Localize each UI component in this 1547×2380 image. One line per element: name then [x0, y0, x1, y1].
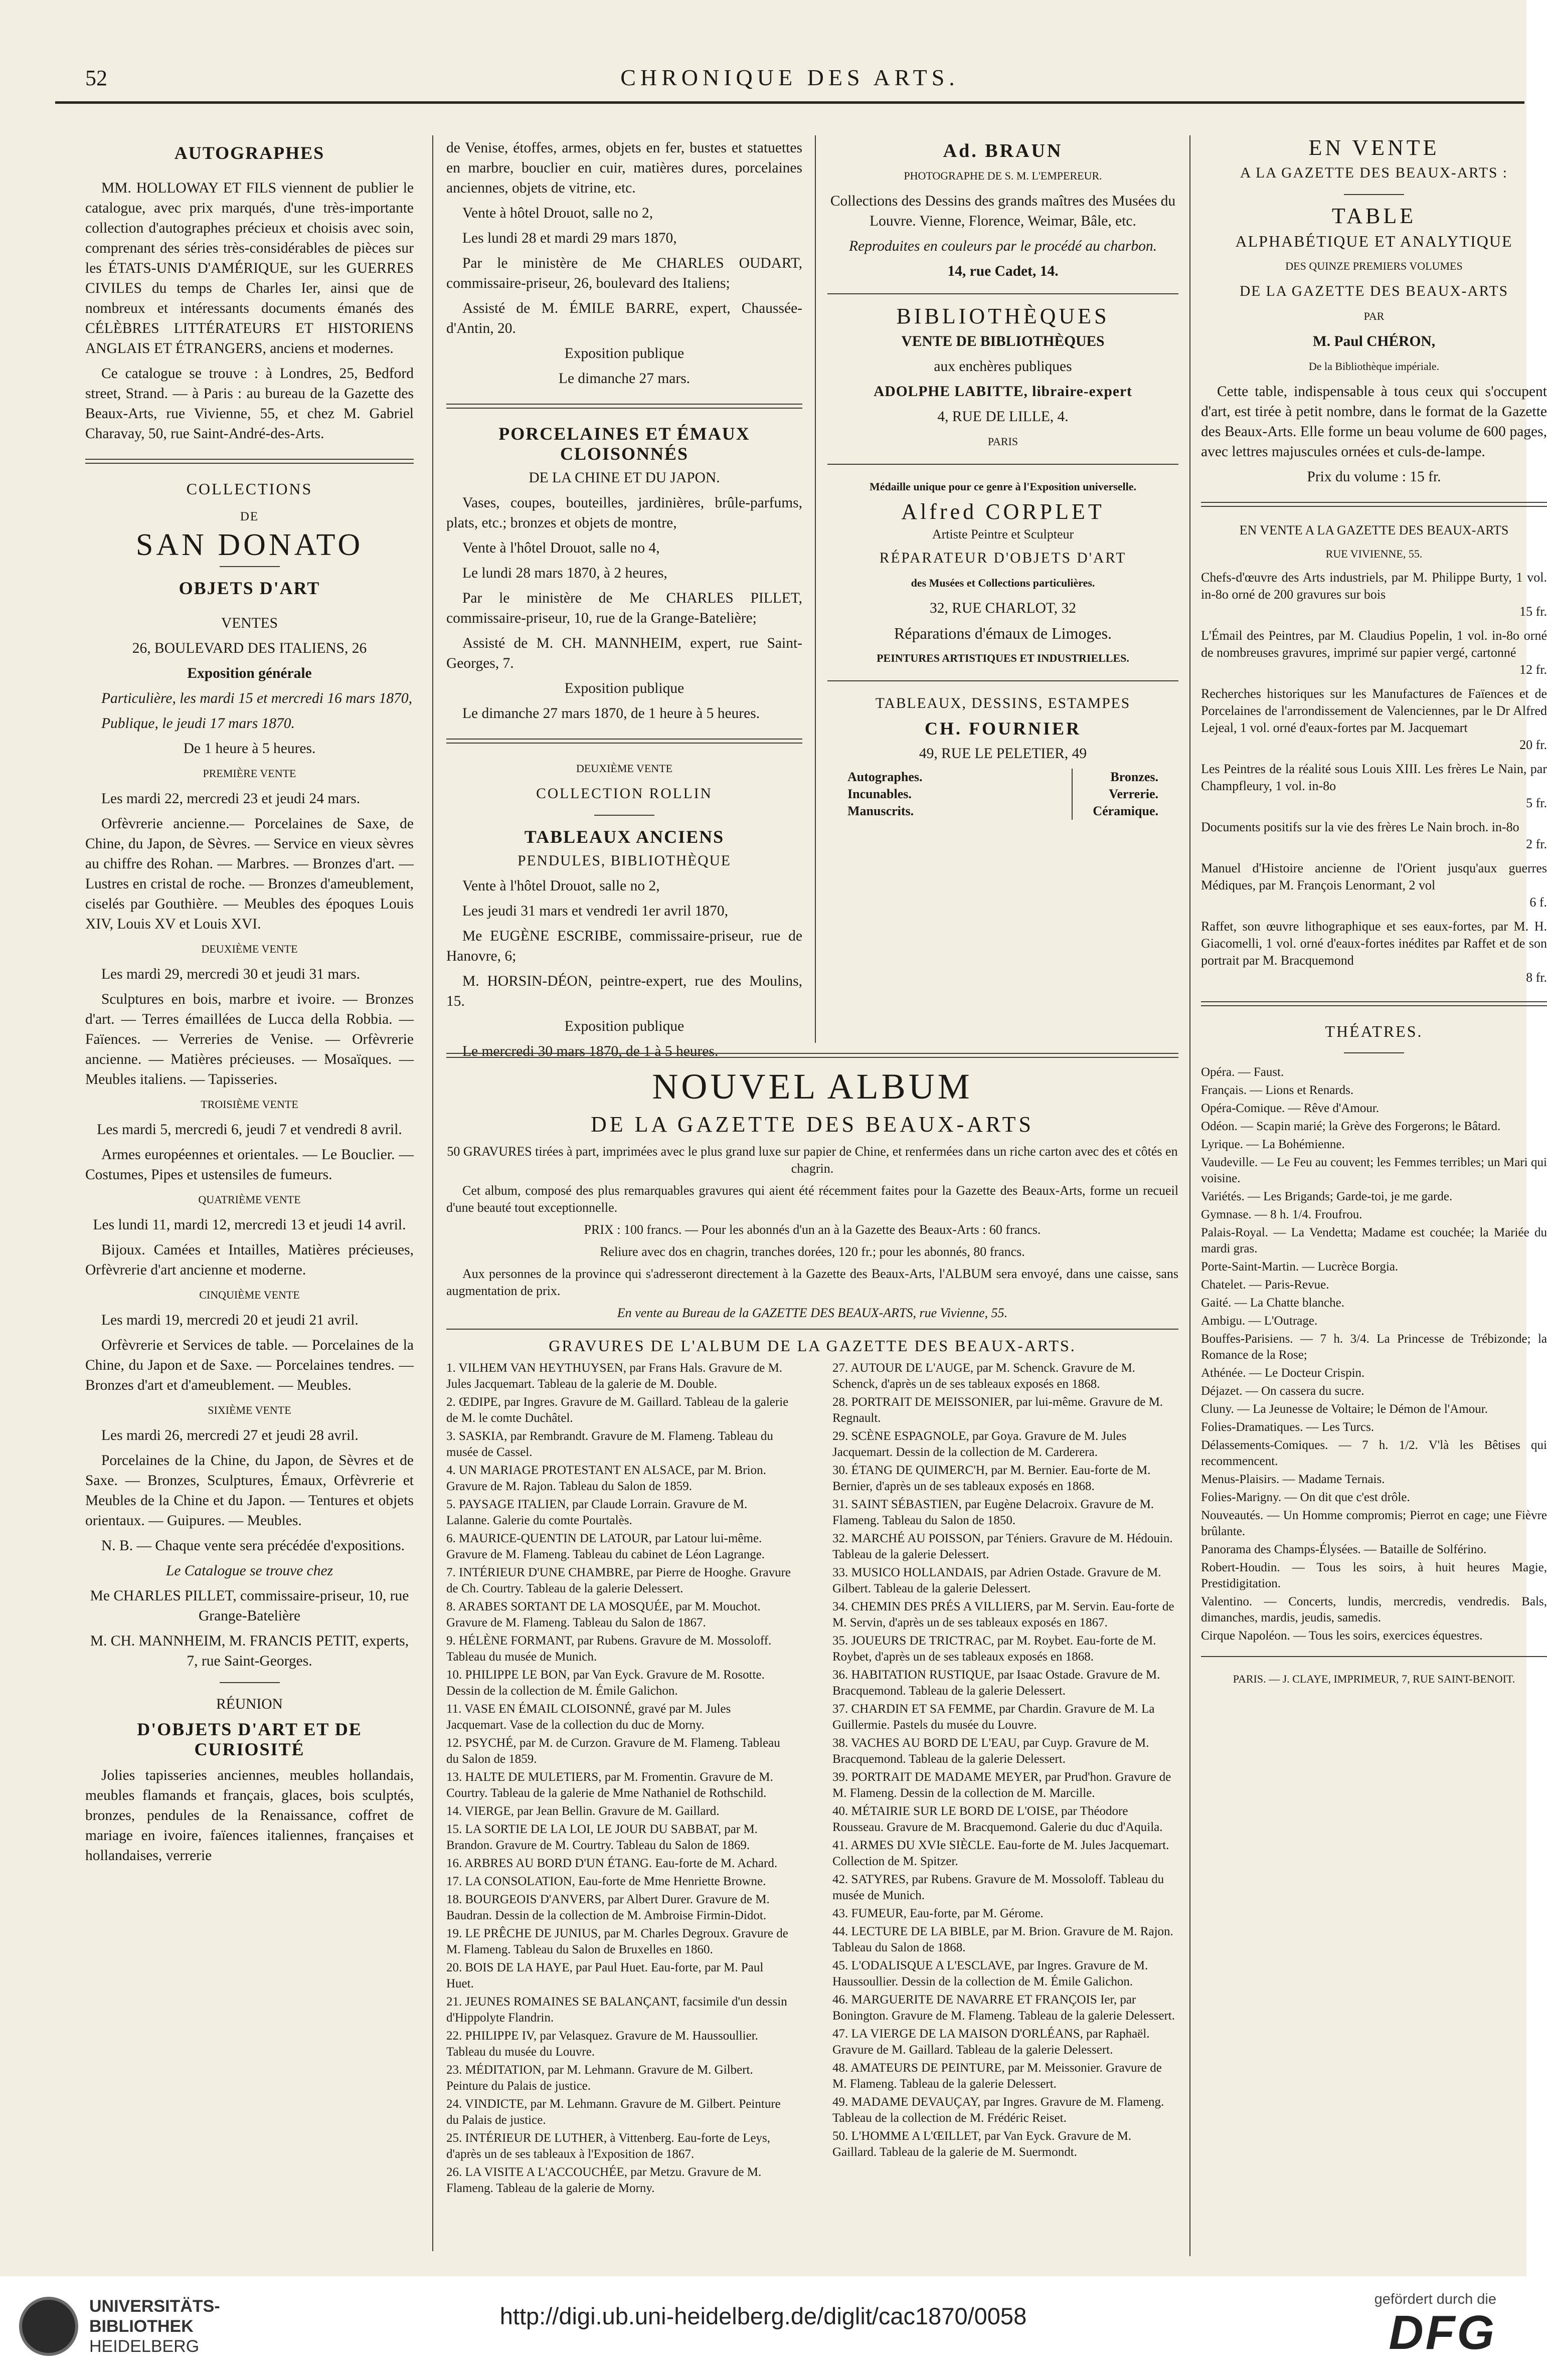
sale-contents: Sculptures en bois, marbre et ivoire. — Bronzes d'art. — Terres émaillées de Lucca della Robbia. — Faïences. — Verreries de Venise. — Orfèvrerie ancienne. — Matières précieuses. — Mosaïques. — Meubles italiens. — Tapisseries. [85, 991, 414, 1087]
heading: THÉATRES. [1325, 1022, 1423, 1040]
engraving-entry: 37. CHARDIN ET SA FEMME, par Chardin. Gravure de M. La Guillermie. Pastels du musée du Louvre. [832, 1702, 1155, 1732]
permalink[interactable]: http://digi.ub.uni-heidelberg.de/diglit/cac1870/0058 [499, 2303, 1027, 2329]
text-line: PEINTURES ARTISTIQUES ET INDUSTRIELLES. [877, 652, 1129, 664]
book-price: 12 fr. [1519, 662, 1547, 677]
goods-left [847, 769, 923, 820]
goods-list [827, 769, 1178, 820]
funder-logo[interactable] [1374, 2291, 1496, 2358]
paragraph: Vases, coupes, bouteilles, jardinières, brûle-parfums, plats, etc.; bronzes et objets de montre, [446, 495, 802, 531]
paragraph: Ce catalogue se trouve : à Londres, 25, Bedford street, Strand. — à Paris : au bureau de la Gazette des Beaux-Arts, rue Vivienne, 55, et chez M. Gabriel Charavay, 50, rue Saint-André-des-Arts. [85, 365, 414, 442]
sale-title: SIXIÈME VENTE [208, 1404, 291, 1416]
text-line: Le dimanche 27 mars. [558, 371, 691, 387]
theatre-entry: Gymnase. — 8 h. 1/4. Froufrou. [1201, 1208, 1362, 1221]
book-price: 5 fr. [1526, 796, 1547, 810]
engraving-entry: 8. ARABES SORTANT DE LA MOSQUÉE, par M. Mouchot. Gravure de M. Flameng. Tableau du Salon de 1867. [446, 1600, 761, 1629]
book-entry [1201, 819, 1547, 853]
theatre-entry: Délassements-Comiques. — 7 h. 1/2. V'là les Bêtises qui recommencent. [1201, 1438, 1547, 1468]
heading: Exposition générale [187, 665, 312, 681]
engraving-entry: 24. VINDICTE, par M. Lehmann. Gravure de M. Gilbert. Peinture du Palais de justice. [446, 2097, 781, 2127]
engraving-entry: 14. VIERGE, par Jean Bellin. Gravure de M. Gaillard. [446, 1804, 720, 1818]
album-subtitle: DE LA GAZETTE DES BEAUX-ARTS [591, 1112, 1034, 1137]
text-line: M. HORSIN-DÉON, peintre-expert, rue des Moulins, 15. [446, 973, 802, 1009]
goods-item: Bronzes. [1110, 770, 1158, 784]
theatre-entry: Lyrique. — La Bohémienne. [1201, 1138, 1345, 1151]
engraving-entry: 19. LE PRÊCHE DE JUNIUS, par M. Charles Degroux. Gravure de M. Flameng. Tableau du Salon de Bruxelles en 1860. [446, 1927, 788, 1956]
engraving-entry: 10. PHILIPPE LE BON, par Van Eyck. Gravure de M. Rosotte. Dessin de la collection de M. Émile Galichon. [446, 1668, 765, 1698]
theatre-entry: Valentino. — Concerts, lundis, mercredis, vendredis. Bals, dimanches, mardis, jeudis, samedis. [1201, 1595, 1547, 1624]
theatre-entry: Palais-Royal. — La Vendetta; Madame est couchée; la Mariée du mardi gras. [1201, 1226, 1547, 1255]
theatre-entry: Ambigu. — L'Outrage. [1201, 1314, 1318, 1328]
address-line: 49, RUE LE PELETIER, 49 [919, 746, 1087, 762]
paragraph: MM. HOLLOWAY ET FILS viennent de publier le catalogue, avec prix marqués, d'une très-importante collection d'autographes précieux et choisis avec soin, comprenant des séries très-considérables de pièces sur les ÉTATS-UNIS D'AMÉRIQUE, sur les GUERRES CIVILES du temps de Charles Ier, ainsi que de nombreux et intéressants documents émanés des CÉLÈBRES LITTÉRATEURS ET HISTORIENS ANGLAIS ET ÉTRANGERS, anciens et modernes. [85, 180, 414, 356]
advertiser-name: ADOLPHE LABITTE, libraire-expert [874, 384, 1132, 400]
sale-contents: Bijoux. Camées et Intailles, Matières précieuses, Orfèvrerie d'art ancienne et moderne. [85, 1242, 414, 1278]
sale-title: TROISIÈME VENTE [201, 1098, 298, 1111]
engraving-entry: 31. SAINT SÉBASTIEN, par Eugène Delacroix. Gravure de M. Flameng. Tableau du Salon de 1850. [832, 1498, 1154, 1527]
engraving-entry: 46. MARGUERITE DE NAVARRE ET FRANÇOIS Ier, par Bonington. Gravure de M. Flameng. Tableau de la galerie Delessert. [832, 1993, 1175, 2023]
sale-title: QUATRIÈME VENTE [198, 1193, 301, 1206]
short-rule [1344, 194, 1404, 195]
heading: DE [240, 510, 259, 523]
theatre-entry: Bouffes-Parisiens. — 7 h. 3/4. La Princesse de Trébizonde; la Romance de la Rose; [1201, 1332, 1547, 1362]
advertiser-name: Alfred CORPLET [901, 499, 1105, 524]
theatre-entry: Porte-Saint-Martin. — Lucrèce Borgia. [1201, 1260, 1399, 1273]
theatre-entry: Panorama des Champs-Élysées. — Bataille de Solférino. [1201, 1543, 1487, 1556]
engraving-entry: 2. ŒDIPE, par Ingres. Gravure de M. Gaillard. Tableau de la galerie de M. le comte Duchâtel. [446, 1395, 789, 1425]
theatre-entry: Cirque Napoléon. — Tous les soirs, exercices équestres. [1201, 1629, 1483, 1642]
theatre-entry: Déjazet. — On cassera du sucre. [1201, 1384, 1364, 1398]
engraving-entry: 27. AUTOUR DE L'AUGE, par M. Schenck. Gravure de M. Schenck, d'après un de ses tableaux exposés en 1868. [832, 1361, 1135, 1391]
double-rule [446, 1053, 1178, 1058]
library-name-line: UNIVERSITÄTS- [89, 2297, 220, 2316]
book-entry [1201, 627, 1547, 678]
column-ventes [446, 138, 802, 1066]
address-line: M. CH. MANNHEIM, M. FRANCIS PETIT, experts, 7, rue Saint-Georges. [90, 1633, 409, 1669]
text-line: Vente à l'hôtel Drouot, salle no 4, [462, 540, 660, 556]
san-donato-title: SAN DONATO [135, 528, 364, 562]
sale-title: CINQUIÈME VENTE [199, 1289, 300, 1301]
engraving-entry: 11. VASE EN ÉMAIL CLOISONNÉ, gravé par M. Jules Jacquemart. Vase de la collection du duc de Morny. [446, 1702, 731, 1732]
engraving-entry: 18. BOURGEOIS D'ANVERS, par Albert Durer. Gravure de M. Baudran. Dessin de la collection de M. Ambroise Firmin-Didot. [446, 1893, 770, 1922]
sale-dates: Les lundi 11, mardi 12, mercredi 13 et jeudi 14 avril. [93, 1217, 406, 1233]
column-annonces [827, 138, 1178, 820]
theatre-entry: Opéra-Comique. — Rêve d'Amour. [1201, 1102, 1380, 1115]
text-line: Exposition publique [564, 1018, 684, 1034]
double-rule [446, 739, 802, 744]
sale-dates: Les mardi 19, mercredi 20 et jeudi 21 avril. [101, 1312, 359, 1328]
paragraph: Cet album, composé des plus remarquables gravures qui aient été récemment faites pour la Gazette des Beaux-Arts, forme un recueil d'une beauté tout exceptionnelle. [446, 1183, 1178, 1215]
text-line: PHOTOGRAPHE DE S. M. L'EMPEREUR. [904, 169, 1102, 182]
theatre-entry: Nouveautés. — Un Homme compromis; Pierrot en cage; une Fièvre brûlante. [1201, 1509, 1547, 1538]
text-line: Collections des Dessins des grands maîtres des Musées du Louvre. Vienne, Florence, Weimar, Bâle, etc. [830, 193, 1176, 229]
text-line: De la Bibliothèque impériale. [1308, 360, 1440, 373]
theatre-entry: Folies-Dramatiques. — Les Turcs. [1201, 1420, 1374, 1434]
engraving-entry: 45. L'ODALISQUE A L'ESCLAVE, par Ingres. Gravure de M. Haussoullier. Dessin de la collection de M. Émile Galichon. [832, 1959, 1148, 1988]
paragraph: 50 GRAVURES tirées à part, imprimées avec le plus grand luxe sur papier de Chine, et renfermées dans un riche carton avec des et côtés en chagrin. [447, 1144, 1178, 1176]
sale-contents: Armes européennes et orientales. — Le Bouclier. — Costumes, Pipes et ustensiles de fumeurs. [85, 1147, 414, 1183]
heading: TABLE [1331, 204, 1417, 228]
album-title: NOUVEL ALBUM [652, 1066, 973, 1107]
text-line: Les jeudi 31 mars et vendredi 1er avril 1870, [462, 903, 729, 919]
heading: COLLECTION ROLLIN [536, 786, 713, 802]
engraving-entry: 39. PORTRAIT DE MADAME MEYER, par Prud'hon. Gravure de M. Flameng. Dessin de la collection de M. Marcille. [832, 1770, 1171, 1800]
engraving-entry: 41. ARMES DU XVIe SIÈCLE. Eau-forte de M. Jules Jacquemart. Collection de M. Spitzer. [832, 1839, 1169, 1868]
engraving-entry: 21. JEUNES ROMAINES SE BALANÇANT, facsimile d'un dessin d'Hippolyte Flandrin. [446, 1995, 787, 2025]
engraving-entry: 29. SCÈNE ESPAGNOLE, par Goya. Gravure de M. Jules Jacquemart. Dessin de la collection de M. Carderera. [832, 1429, 1127, 1459]
book-title: L'Émail des Peintres, par M. Claudius Popelin, 1 vol. in-8o orné de nombreuses gravures, imprimé sur papier vergé, cartonné [1201, 628, 1547, 660]
heading: EN VENTE [1308, 135, 1440, 160]
advertiser-name: Ad. BRAUN [943, 140, 1063, 161]
author-name: M. Paul CHÉRON, [1312, 333, 1436, 349]
engraving-entry: 23. MÉDITATION, par M. Lehmann. Gravure de M. Gilbert. Peinture du Palais de justice. [446, 2063, 753, 2093]
text-line: VENTES [221, 615, 278, 631]
address-line: 4, RUE DE LILLE, 4. [937, 409, 1069, 425]
text-line: Particulière, les mardi 15 et mercredi 16 mars 1870, [101, 690, 412, 706]
engraving-entry: 36. HABITATION RUSTIQUE, par Isaac Ostade. Gravure de M. Bracquemond. Tableau de la galerie Delessert. [832, 1668, 1160, 1698]
engraving-entry: 7. INTÉRIEUR D'UNE CHAMBRE, par Pierre de Hooghe. Gravure de Ch. Courtry. Tableau de la galerie Delessert. [446, 1566, 791, 1595]
dfg-logo: DFG [1389, 2306, 1496, 2359]
book-title: Manuel d'Histoire ancienne de l'Orient jusqu'aux guerres Médiques, par M. François Lenormant, 2 vol [1201, 861, 1547, 892]
book-title: Raffet, son œuvre lithographique et ses eaux-fortes, par M. H. Giacomelli, 1 vol. orné d'eaux-fortes inédites par Raffet et de son portrait par M. Bracquemond [1201, 919, 1547, 968]
price-line: PRIX : 100 francs. — Pour les abonnés d'un an à la Gazette des Beaux-Arts : 60 francs. [584, 1222, 1041, 1237]
text-line: Me EUGÈNE ESCRIBE, commissaire-priseur, rue de Hanovre, 6; [446, 928, 802, 964]
text-line: Exposition publique [564, 345, 684, 361]
text-line: Par le ministère de Me CHARLES PILLET, commissaire-priseur, 10, rue de la Grange-Batelière; [446, 590, 802, 626]
rule [827, 680, 1178, 681]
page-number: 52 [85, 66, 107, 90]
text-line: Vente à hôtel Drouot, salle no 2, [462, 205, 653, 221]
subheading: PENDULES, BIBLIOTHÈQUE [518, 853, 731, 869]
theatre-entry: Athénée. — Le Docteur Crispin. [1201, 1366, 1365, 1380]
engraving-entry: 50. L'HOMME A L'ŒILLET, par Van Eyck. Gravure de M. Gaillard. Tableau de la galerie de M. Suermondt. [832, 2129, 1132, 2159]
engraving-entry: 43. FUMEUR, Eau-forte, par M. Gérome. [832, 1907, 1044, 1920]
library-name-line: BIBLIOTHEK [89, 2317, 194, 2336]
engraving-entry: 13. HALTE DE MULETIERS, par M. Fromentin. Gravure de M. Courtry. Tableau de la galerie de Mme Nathaniel de Rothschild. [446, 1770, 773, 1800]
text-line: Le mercredi 30 mars 1870, de 1 à 5 heures. [462, 1043, 719, 1059]
text-line: Vente à l'hôtel Drouot, salle no 2, [462, 878, 660, 894]
engraving-entry: 38. VACHES AU BORD DE L'EAU, par Cuyp. Gravure de M. Bracquemond. Tableau de la galerie Delessert. [832, 1736, 1149, 1766]
engraving-entry: 28. PORTRAIT DE MEISSONIER, par lui-même. Gravure de M. Regnault. [832, 1395, 1163, 1425]
price-line: Prix du volume : 15 fr. [1307, 469, 1441, 485]
text-line: Par le ministère de Me CHARLES OUDART, commissaire-priseur, 26, boulevard des Italiens; [446, 255, 802, 291]
imprint: PARIS. — J. CLAYE, IMPRIMEUR, 7, RUE SAINT-BENOIT. [1233, 1673, 1515, 1685]
header-rule [55, 101, 1524, 104]
engraving-entry: 1. VILHEM VAN HEYTHUYSEN, par Frans Hals. Gravure de M. Jules Jacquemart. Tableau de la galerie de M. Double. [446, 1361, 783, 1391]
engraving-entry: 12. PSYCHÉ, par M. de Curzon. Gravure de M. Flameng. Tableau du Salon de 1859. [446, 1736, 780, 1766]
text-line: des Musées et Collections particulières. [911, 577, 1095, 589]
heading: TABLEAUX ANCIENS [524, 827, 725, 847]
engraving-entry: 49. MADAME DEVAUÇAY, par Ingres. Gravure de M. Flameng. Tableau de la collection de M. Frédéric Reiset. [832, 2095, 1164, 2125]
heading: GRAVURES DE L'ALBUM DE LA GAZETTE DES BEAUX-ARTS. [549, 1337, 1076, 1355]
paragraph: Aux personnes de la province qui s'adresseront directement à la Gazette des Beaux-Arts, l'ALBUM sera envoyé, dans une caisse, sans augmentation de prix. [446, 1266, 1178, 1298]
engraving-entry: 26. LA VISITE A L'ACCOUCHÉE, par Metzu. Gravure de M. Flameng. Tableau de la galerie de Morny. [446, 2165, 762, 2195]
text-line: PAR [1363, 310, 1385, 322]
column-divider [815, 135, 816, 1043]
rule [446, 1329, 1178, 1330]
sale-contents: Orfèvrerie ancienne.— Porcelaines de Saxe, de Chine, du Japon, de Sèvres. — Service en vieux sèvres au chiffre des Rohan. — Marbres. — Bronzes d'art. — Lustres en cristal de roche. — Bronzes d'ameublement, ciselés par Gouthière. — Meubles des époques Louis XIV, Louis XV et Louis XVI. [85, 816, 414, 932]
sale-contents: Porcelaines de la Chine, du Japon, de Sèvres et de Saxe. — Bronzes, Sculptures, Émaux, Orfèvrerie et Meubles de la Chine et du Japon. — Tentures et objets orientaux. — Guipures. — Meubles. [85, 1452, 414, 1529]
book-title: Documents positifs sur la vie des frères Le Nain broch. in-8o [1201, 820, 1519, 834]
engraving-entry: 9. HÉLÈNE FORMANT, par Rubens. Gravure de M. Mossoloff. Tableau du musée de Munich. [446, 1634, 772, 1664]
engravings-list [446, 1360, 1178, 2199]
theatre-entry: Odéon. — Scapin marié; la Grève des Forgerons; le Bâtard. [1201, 1120, 1501, 1133]
text-line: Réparations d'émaux de Limoges. [894, 624, 1112, 642]
heading: COLLECTIONS [186, 480, 313, 498]
engraving-entry: 48. AMATEURS DE PEINTURE, par M. Meissonier. Gravure de M. Flameng. Tableau de la galerie Delessert. [832, 2061, 1162, 2091]
text-line: Publique, le jeudi 17 mars 1870. [101, 715, 295, 731]
heading: D'OBJETS D'ART ET DE CURIOSITÉ [137, 1719, 362, 1759]
book-price: 8 fr. [1526, 970, 1547, 985]
goods-item: Autographes. [847, 770, 923, 784]
theatre-entry: Opéra. — Faust. [1201, 1065, 1284, 1079]
text-line: RÉPARATEUR D'OBJETS D'ART [879, 550, 1127, 566]
heading: DEUXIÈME VENTE [576, 762, 673, 775]
goods-item: Manuscrits. [847, 804, 914, 818]
address-line: Me CHARLES PILLET, commissaire-priseur, 10, rue Grange-Batelière [90, 1588, 409, 1624]
engraving-entry: 34. CHEMIN DES PRÉS A VILLIERS, par M. Servin. Eau-forte de M. Servin, d'après un de ses tableaux exposés en 1867. [832, 1600, 1174, 1629]
theatre-entry: Chatelet. — Paris-Revue. [1201, 1278, 1329, 1292]
theatre-entry: Vaudeville. — Le Feu au couvent; les Femmes terribles; un Mari qui voisine. [1201, 1156, 1547, 1185]
short-rule [220, 1682, 280, 1683]
engraving-entry: 47. LA VIERGE DE LA MAISON D'ORLÉANS, par Raphaël. Gravure de M. Gaillard. Tableau de la galerie Delessert. [832, 2027, 1150, 2057]
goods-item: Verrerie. [1109, 787, 1158, 801]
engraving-entry: 42. SATYRES, par Rubens. Gravure de M. Mossoloff. Tableau du musée de Munich. [832, 1873, 1164, 1902]
journal-title: CHRONIQUE DES ARTS. [620, 65, 959, 90]
goods-item: Céramique. [1093, 804, 1158, 818]
text-line: A LA GAZETTE DES BEAUX-ARTS : [1240, 165, 1508, 181]
goods-item: Incunables. [847, 787, 912, 801]
sale-dates: Les mardi 5, mercredi 6, jeudi 7 et vendredi 8 avril. [97, 1122, 402, 1138]
sale-dates: Les mardi 22, mercredi 23 et jeudi 24 mars. [101, 791, 361, 807]
double-rule [1201, 502, 1547, 507]
section-title: AUTOGRAPHES [174, 143, 325, 163]
text-line: Exposition publique [564, 680, 684, 696]
heading: PORCELAINES ET ÉMAUX CLOISONNÉS [498, 424, 750, 464]
double-rule [446, 404, 802, 409]
engraving-entry: 22. PHILIPPE IV, par Velasquez. Gravure de M. Haussoullier. Tableau du musée du Louvre. [446, 2029, 758, 2059]
book-price: 15 fr. [1519, 604, 1547, 619]
book-entry [1201, 918, 1547, 986]
subheading: DE LA CHINE ET DU JAPON. [529, 470, 720, 486]
text-line: Les lundi 28 et mardi 29 mars 1870, [462, 230, 677, 246]
funder-caption: gefördert durch die [1374, 2291, 1496, 2307]
column-divider [1189, 135, 1190, 2256]
column-autographes [85, 138, 414, 1871]
engraving-entry: 16. ARBRES AU BORD D'UN ÉTANG. Eau-forte de M. Achard. [446, 1857, 778, 1870]
price-line: Reliure avec dos en chagrin, tranches dorées, 120 fr.; pour les abonnés, 80 francs. [600, 1244, 1025, 1259]
theatre-entry: Robert-Houdin. — Tous les soirs, à huit heures Magie, Prestidigitation. [1201, 1561, 1547, 1590]
sale-contents: Orfèvrerie et Services de table. — Porcelaines de la Chine, du Japon et de Saxe. — Porcelaines tendres. — Bronzes d'art et d'ameublement. — Meubles. [85, 1337, 414, 1393]
text-line: Le Catalogue se trouve chez [165, 1563, 333, 1579]
sale-title: PREMIÈRE VENTE [203, 767, 296, 780]
theatre-entry: Gaité. — La Chatte blanche. [1201, 1296, 1344, 1310]
short-rule [220, 566, 280, 567]
book-list [1201, 569, 1547, 986]
text-line: Assisté de M. CH. MANNHEIM, expert, rue Saint-Georges, 7. [446, 635, 802, 671]
text-line: RUE VIVIENNE, 55. [1325, 547, 1423, 560]
engraving-entry: 33. MUSICO HOLLANDAIS, par Adrien Ostade. Gravure de M. Gilbert. Tableau de la galerie Delessert. [832, 1566, 1161, 1595]
engraving-entry: 15. LA SORTIE DE LA LOI, LE JOUR DU SABBAT, par M. Brandon. Gravure de M. Courtry. Tableau du Salon de 1869. [446, 1822, 758, 1852]
goods-right [1072, 769, 1158, 820]
address-line: 26, BOULEVARD DES ITALIENS, 26 [132, 640, 367, 656]
book-entry [1201, 569, 1547, 620]
double-rule [85, 459, 414, 464]
note: N. B. — Chaque vente sera précédée d'expositions. [101, 1538, 405, 1554]
album-section [446, 1053, 1178, 2199]
text-line: Le dimanche 27 mars 1870, de 1 heure à 5 heures. [462, 705, 760, 721]
text-line: Assisté de M. ÉMILE BARRE, expert, Chaussée-d'Antin, 20. [446, 300, 802, 336]
advertiser-name: CH. FOURNIER [924, 718, 1081, 739]
short-rule [1344, 1052, 1404, 1053]
library-name-line: HEIDELBERG [89, 2337, 200, 2356]
theatre-entry: Cluny. — La Jeunesse de Voltaire; le Démon de l'Amour. [1201, 1402, 1488, 1416]
engraving-entry: 4. UN MARIAGE PROTESTANT EN ALSACE, par M. Brion. Gravure de M. Rajon. Tableau du Salon de 1859. [446, 1463, 766, 1493]
heading: OBJETS D'ART [179, 578, 320, 598]
book-entry [1201, 685, 1547, 754]
book-price: 2 fr. [1526, 837, 1547, 851]
rule [1201, 1656, 1547, 1657]
engraving-entry: 17. LA CONSOLATION, Eau-forte de Mme Henriette Browne. [446, 1875, 766, 1888]
engraving-entry: 20. BOIS DE LA HAYE, par Paul Huet. Eau-forte, par M. Paul Huet. [446, 1961, 764, 1990]
text-line: PARIS [987, 435, 1018, 448]
book-title: Les Peintres de la réalité sous Louis XIII. Les frères Le Nain, par Champfleury, 1 vol. in-8o [1201, 762, 1547, 793]
engraving-entry: 32. MARCHÉ AU POISSON, par Téniers. Gravure de M. Hédouin. Tableau de la galerie Delessert. [832, 1532, 1173, 1561]
engraving-entry: 5. PAYSAGE ITALIEN, par Claude Lorrain. Gravure de M. Lalanne. Galerie du comte Pourtalès. [446, 1498, 748, 1527]
column-table [1201, 135, 1547, 1694]
column-divider [432, 135, 433, 2251]
heading: RÉUNION [216, 1696, 283, 1712]
engraving-entry: 35. JOUEURS DE TRICTRAC, par M. Roybet. Eau-forte de M. Roybet, d'après un de ses tableaux exposés en 1868. [832, 1634, 1156, 1664]
engravings-right [832, 1360, 1178, 2199]
address-line: 14, rue Cadet, 14. [947, 263, 1059, 279]
heading: VENTE DE BIBLIOTHÈQUES [901, 333, 1105, 349]
book-entry [1201, 761, 1547, 812]
text-line: En vente au Bureau de la GAZETTE DES BEAUX-ARTS, rue Vivienne, 55. [617, 1306, 1008, 1320]
theatre-entry: Variétés. — Les Brigands; Garde-toi, je me garde. [1201, 1190, 1453, 1203]
sale-title: DEUXIÈME VENTE [201, 943, 298, 955]
book-price: 20 fr. [1519, 738, 1547, 752]
book-title: Recherches historiques sur les Manufactures de Faïences et de Porcelaines de l'arrondissement de Valenciennes, par le Dr Alfred Lejeal, 1 vol. orné d'eaux-fortes par M. Jacquemart [1201, 686, 1547, 735]
book-price: 6 f. [1529, 895, 1547, 909]
rule [827, 293, 1178, 294]
text-line: Le lundi 28 mars 1870, à 2 heures, [462, 565, 667, 581]
engraving-entry: 30. ÉTANG DE QUIMERC'H, par M. Bernier. Eau-forte de M. Bernier, d'après un de ses tableaux exposés en 1868. [832, 1463, 1151, 1493]
paragraph: Jolies tapisseries anciennes, meubles hollandais, meubles flamands et français, glaces, bois sculptés, bronzes, pendules de la Renaissance, coffret de mariage en ivoire, faïences italiennes, françaises et hollandaises, verrerie [85, 1767, 414, 1864]
text-line: DES QUINZE PREMIERS VOLUMES [1285, 260, 1463, 272]
engraving-entry: 3. SASKIA, par Rembrandt. Gravure de M. Flameng. Tableau du musée de Cassel. [446, 1429, 773, 1459]
text-line: De 1 heure à 5 heures. [183, 741, 316, 757]
text-line: Reproduites en couleurs par le procédé au charbon. [849, 238, 1157, 254]
paragraph: Cette table, indispensable à tous ceux qui s'occupent d'art, est tirée à petit nombre, dans le format de la Gazette des Beaux-Arts. Elle forme un beau volume de 600 pages, avec lettres majuscules ornées et culs-de-lampe. [1201, 384, 1547, 460]
heading: EN VENTE A LA GAZETTE DES BEAUX-ARTS [1239, 523, 1509, 537]
short-rule [594, 815, 654, 816]
engravings-left [446, 1360, 792, 2199]
running-header [55, 55, 1524, 100]
theatre-entry: Folies-Marigny. — On dit que c'est drôle. [1201, 1491, 1410, 1504]
heading: ALPHABÉTIQUE ET ANALYTIQUE [1235, 232, 1513, 250]
text-line: DE LA GAZETTE DES BEAUX-ARTS [1239, 283, 1509, 299]
sale-dates: Les mardi 29, mercredi 30 et jeudi 31 mars. [101, 966, 361, 982]
paragraph: de Venise, étoffes, armes, objets en fer, bustes et statuettes en marbre, bouclier en cuir, matières dures, porcelaines anciennes, objets de vitrine, etc. [446, 140, 802, 196]
text-line: Médaille unique pour ce genre à l'Exposition universelle. [869, 480, 1137, 493]
sale-dates: Les mardi 26, mercredi 27 et jeudi 28 avril. [101, 1427, 359, 1443]
text-line: Artiste Peintre et Sculpteur [932, 527, 1074, 541]
engraving-entry: 6. MAURICE-QUENTIN DE LATOUR, par Latour lui-même. Gravure de M. Flameng. Tableau du cabinet de Léon Lagrange. [446, 1532, 765, 1561]
theatre-entry: Menus-Plaisirs. — Madame Ternais. [1201, 1473, 1385, 1486]
theatre-list [1201, 1064, 1547, 1644]
heading: TABLEAUX, DESSINS, ESTAMPES [875, 695, 1131, 711]
book-entry [1201, 860, 1547, 911]
engraving-entry: 25. INTÉRIEUR DE LUTHER, à Vittenberg. Eau-forte de Leys, d'après un de ses tableaux à l'Exposition de 1867. [446, 2131, 771, 2161]
theatre-entry: Français. — Lions et Renards. [1201, 1083, 1354, 1097]
viewer-footer [0, 2276, 1526, 2380]
engraving-entry: 44. LECTURE DE LA BIBLE, par M. Brion. Gravure de M. Rajon. Tableau du Salon de 1868. [832, 1925, 1173, 1954]
rule [827, 464, 1178, 465]
double-rule [1201, 1001, 1547, 1006]
address-line: 32, RUE CHARLOT, 32 [930, 600, 1076, 616]
heading: BIBLIOTHÈQUES [896, 304, 1110, 328]
text-line: aux enchères publiques [934, 358, 1072, 375]
engraving-entry: 40. MÉTAIRIE SUR LE BORD DE L'OISE, par Théodore Rousseau. Gravure de M. Bracquemond. Galerie du duc d'Aquila. [832, 1804, 1163, 1834]
book-title: Chefs-d'œuvre des Arts industriels, par M. Philippe Burty, 1 vol. in-8o orné de 200 gravures sur bois [1201, 570, 1547, 602]
